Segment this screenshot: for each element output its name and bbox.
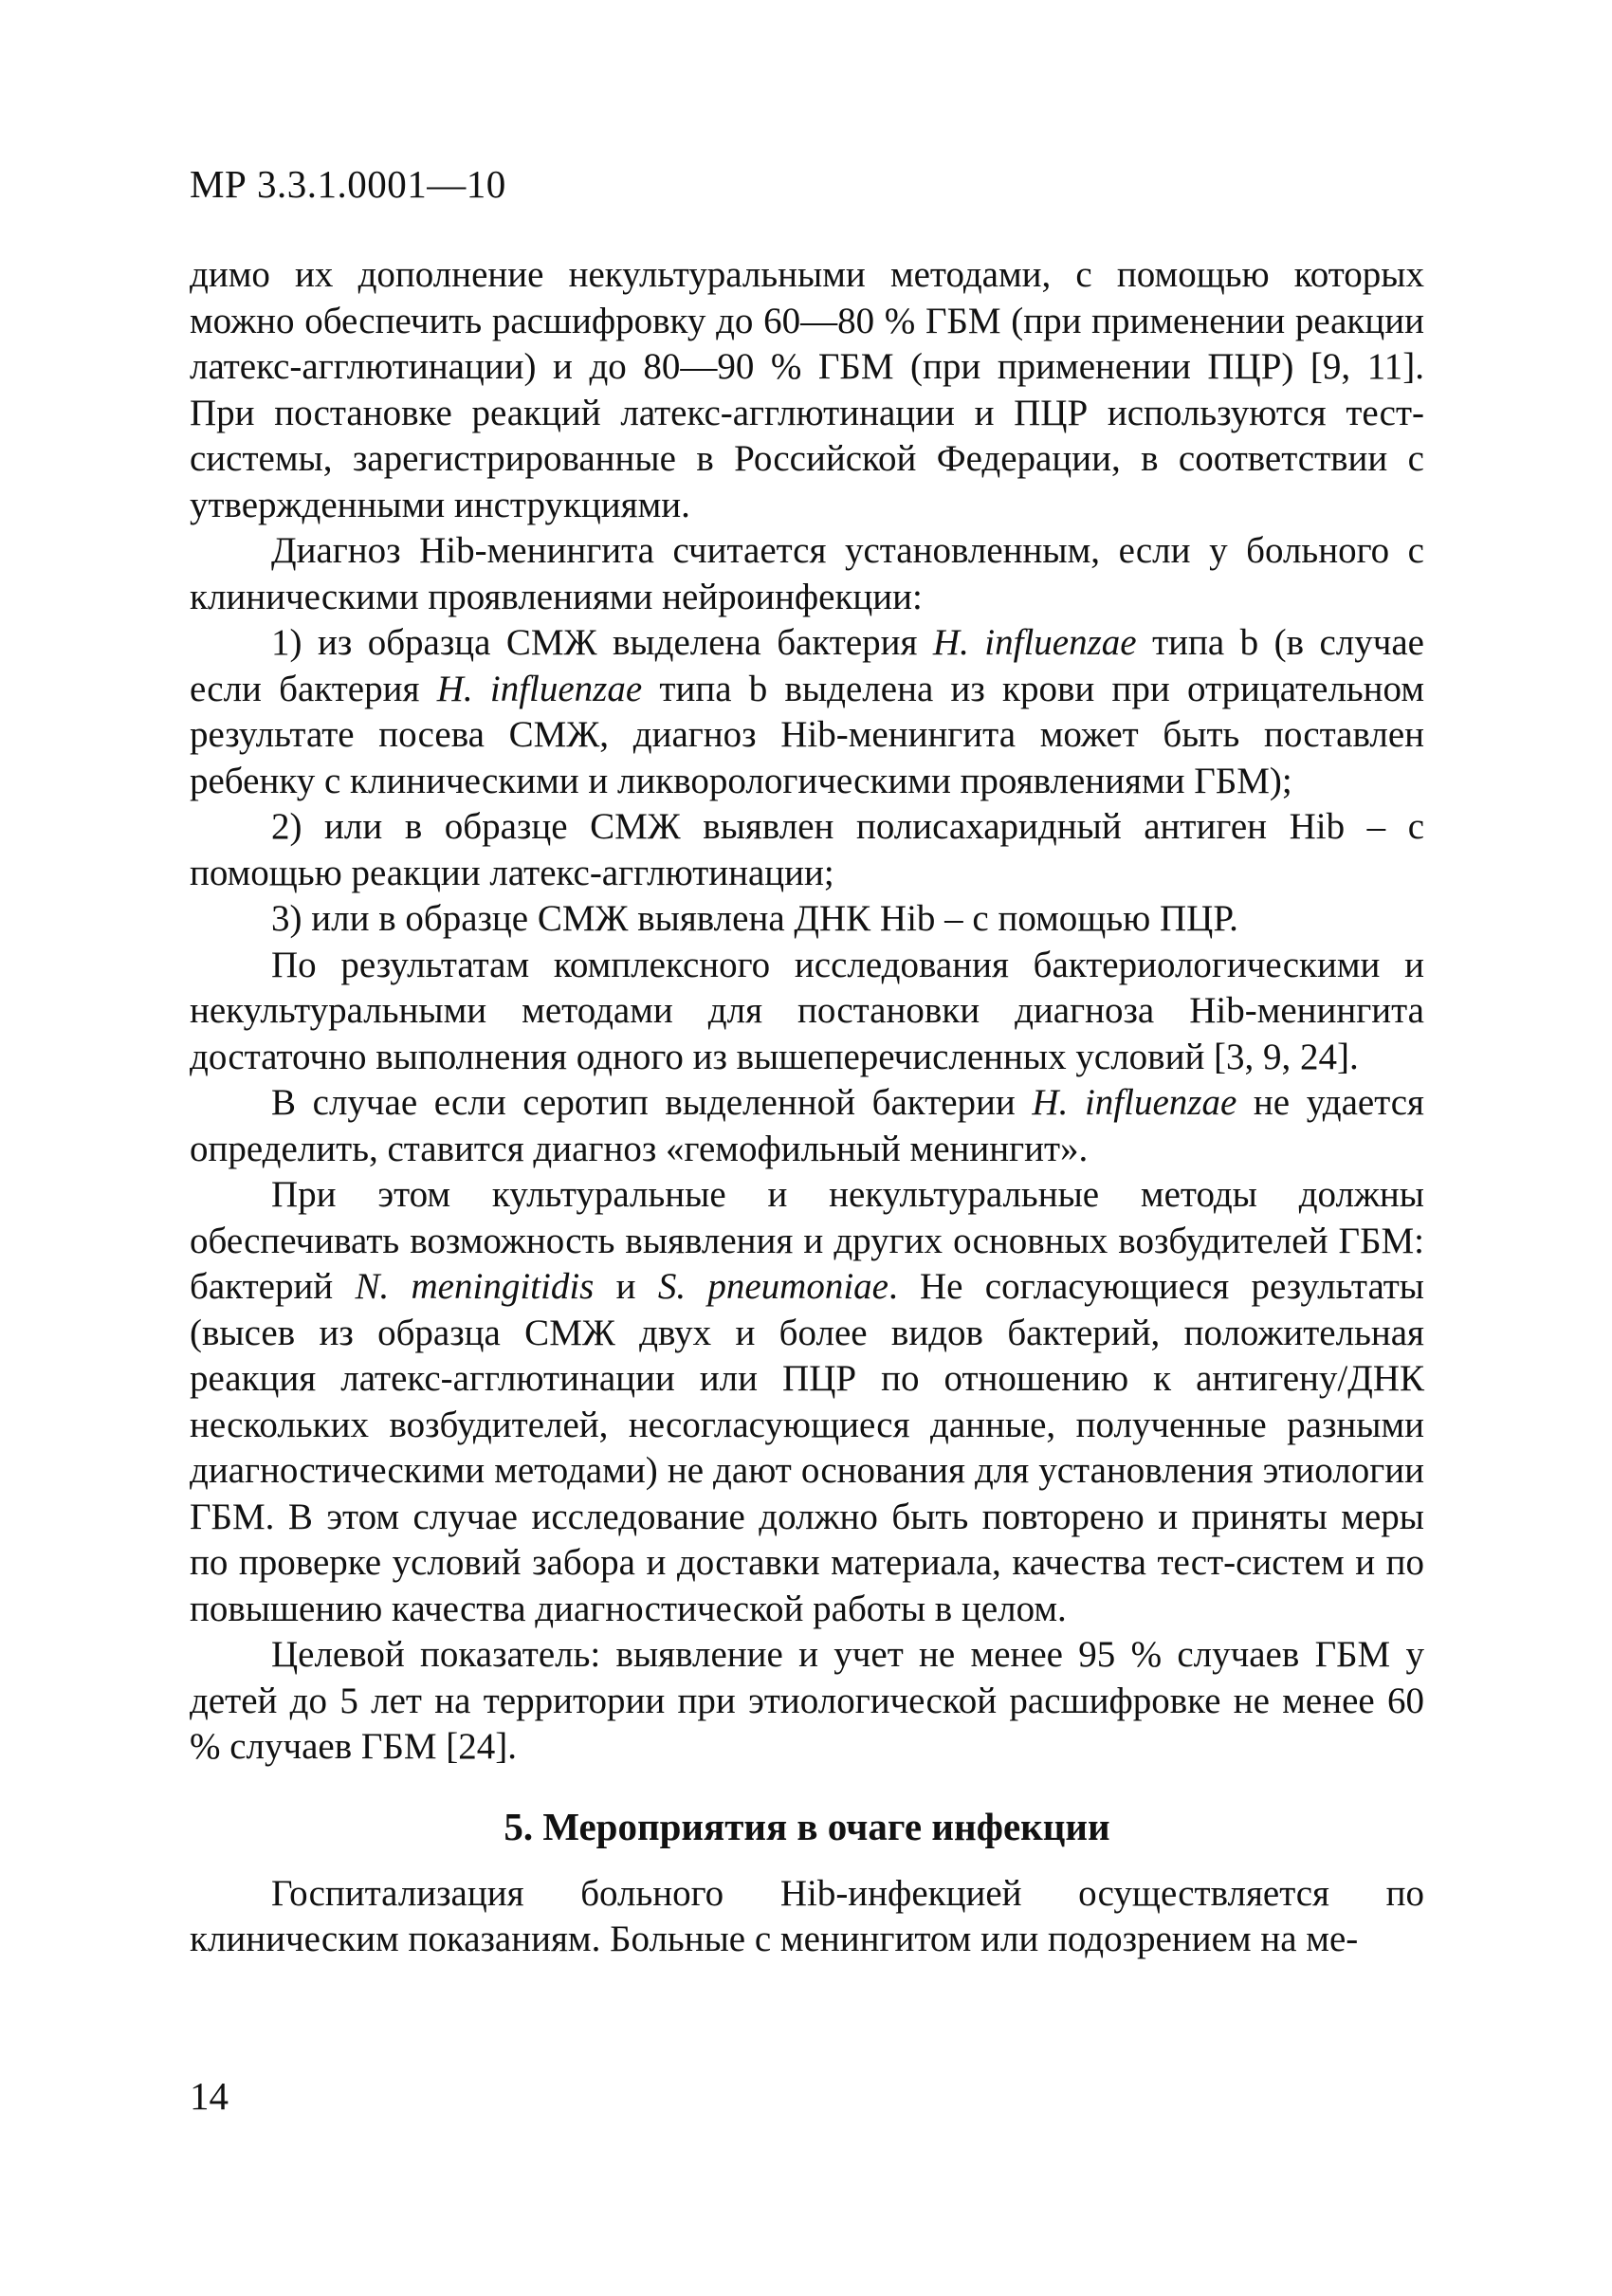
page-number: 14: [190, 2074, 229, 2118]
paragraph: [190, 804, 1424, 896]
body-text: [190, 252, 1424, 1963]
italic-term: H. influenzae: [1032, 1082, 1237, 1123]
paragraph: [190, 1172, 1424, 1632]
text-run: 3) или в образце СМЖ выявлена ДНК Hib – с помощью ПЦР.: [271, 898, 1238, 939]
text-run: 1) из образца СМЖ выделена бактерия: [271, 622, 933, 663]
section-heading: 5. Мероприятия в очаге инфекции: [504, 1804, 1110, 1848]
paragraph: [190, 252, 1424, 528]
text-run: Целевой показатель: выявление и учет не менее 95 % случаев ГБМ у детей до 5 лет на территории при этиологической расшифровке не менее 60 % случаев ГБМ [24].: [190, 1634, 1424, 1767]
text-run: По результатам комплексного исследования бактериологическими и некультуральными методами для постановки диагноза Hib-менингита достаточно выполнения одного из вышеперечисленных условий [3, 9, 24].: [190, 944, 1424, 1077]
italic-term: H. influenzae: [436, 668, 643, 709]
text-run: типа b (в случае если бактерия: [190, 622, 1424, 709]
text-run: При этом культуральные и некультуральные методы должны обеспечивать возможность выявления и других основных возбудителей ГБМ: бактерий: [190, 1174, 1424, 1307]
text-run: не удается определить, ставится диагноз «гемофильный менингит».: [190, 1082, 1424, 1169]
text-run: В случае если серотип выделенной бактерии: [271, 1082, 1033, 1123]
paragraph: [190, 1632, 1424, 1771]
italic-term: N. meningitidis: [355, 1266, 595, 1307]
paragraph: [190, 620, 1424, 804]
text-run: и: [594, 1266, 658, 1307]
document-code-header: МР 3.3.1.0001—10: [190, 162, 506, 206]
paragraph-list: [190, 252, 1424, 1771]
text-run: . Не согласующиеся результаты (высев из образца СМЖ двух и более видов бактерий, положительная реакция латекс-агглютинации или ПЦР по отношению к антигену/ДНК нескольких возбудителей, несогласующиеся данные, полученные разными диагностическими методами) не дают основания для установления этиологии ГБМ. В этом случае исследование должно быть повторено и приняты меры по проверке условий забора и доставки материала, качества тест-систем и по повышению качества диагностической работы в целом.: [190, 1266, 1424, 1629]
italic-term: S. pneumoniae: [657, 1266, 888, 1307]
paragraph: [190, 896, 1424, 943]
paragraph: [190, 943, 1424, 1081]
italic-term: H. influenzae: [932, 622, 1137, 663]
text-run: типа b выделена из крови при отрицательном результате посева СМЖ, диагноз Hib-менингита может быть поставлен ребенку с клиническими и ликворологическими проявлениями ГБМ);: [190, 668, 1424, 801]
text-run: димо их дополнение некультуральными методами, с помощью которых можно обеспечить расшифровку до 60—80 % ГБМ (при применении реакции латекс-агглютинации) и до 80—90 % ГБМ (при применении ПЦР) [9, 11]. При постановке реакций латекс-агглютинации и ПЦР используются тест-системы, зарегистрированные в Российской Федерации, в соответствии с утвержденными инструкциями.: [190, 254, 1424, 525]
text-run: 2) или в образце СМЖ выявлен полисахаридный антиген Hib – с помощью реакции латекс-агглютинации;: [190, 806, 1424, 893]
text-run: Диагноз Hib-менингита считается установленным, если у больного с клиническими проявлениями нейроинфекции:: [190, 530, 1424, 617]
section-paragraph: Госпитализация больного Hib-инфекцией осуществляется по клиническим показаниям. Больные с менингитом или подозрением на ме-: [190, 1872, 1424, 1959]
paragraph: [190, 528, 1424, 620]
paragraph: [190, 1080, 1424, 1172]
